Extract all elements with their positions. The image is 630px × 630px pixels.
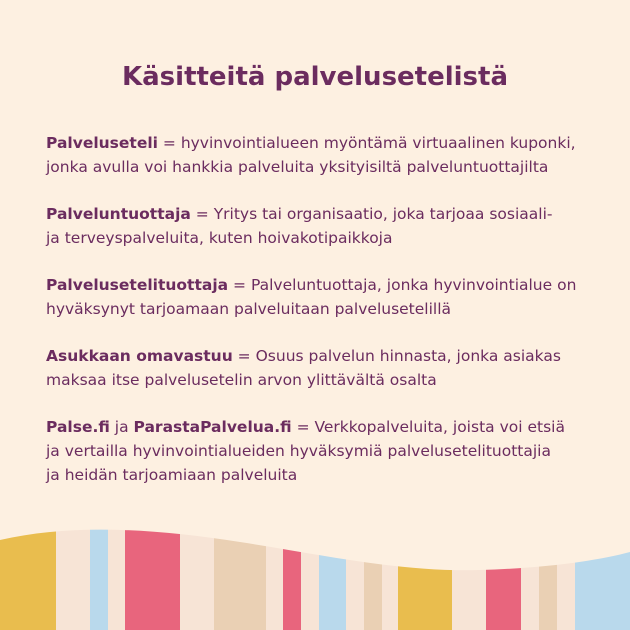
- stripe: [575, 520, 630, 630]
- definition-joiner: ja: [109, 418, 134, 436]
- definition-separator: =: [190, 205, 214, 223]
- definition-term: Palvelusetelituottaja: [46, 276, 229, 294]
- stripe: [382, 520, 398, 630]
- stripe: [557, 520, 575, 630]
- decorative-stripe-wave: [0, 520, 630, 630]
- definition-palvelusetelituottaja: [46, 273, 596, 321]
- definition-text: hyväksynyt tarjoamaan palveluitaan palvelusetelillä: [46, 300, 452, 318]
- definition-text: ja heidän tarjoamiaan palveluita: [46, 466, 298, 484]
- stripe: [364, 520, 382, 630]
- definition-text: hyvinvointialueen myöntämä virtuaalinen kuponki,: [180, 134, 576, 152]
- stripe: [266, 520, 283, 630]
- stripe: [346, 520, 364, 630]
- definition-separator: =: [291, 418, 315, 436]
- stripe: [452, 520, 486, 630]
- definition-asukkaan-omavastuu: [46, 344, 596, 392]
- definition-separator: =: [157, 134, 181, 152]
- definition-text: jonka avulla voi hankkia palveluita yksityisiltä palveluntuottajilta: [46, 158, 549, 176]
- definition-term-parastapalvelua: ParastaPalvelua.fi: [133, 418, 292, 436]
- definition-verkkopalvelut: [46, 415, 596, 487]
- stripe: [539, 520, 557, 630]
- page-title: Käsitteitä palvelusetelistä: [121, 62, 509, 92]
- stripe: [0, 520, 56, 630]
- definition-separator: =: [232, 347, 256, 365]
- definition-separator: =: [228, 276, 251, 294]
- definition-text: ja terveyspalveluita, kuten hoivakotipaikkoja: [46, 229, 393, 247]
- stripe: [521, 520, 539, 630]
- definition-palveluntuottaja: [46, 202, 596, 250]
- stripe: [56, 520, 90, 630]
- stripe: [180, 520, 214, 630]
- stripe: [301, 520, 319, 630]
- stripe: [125, 520, 180, 630]
- definition-list: [46, 131, 596, 510]
- definition-text: Yritys tai organisaatio, joka tarjoaa sosiaali-: [213, 205, 553, 223]
- definition-text: Osuus palvelun hinnasta, jonka asiakas: [255, 347, 561, 365]
- definition-text: maksaa itse palvelusetelin arvon ylittävältä osalta: [46, 371, 437, 389]
- definition-term: Asukkaan omavastuu: [46, 347, 233, 365]
- definition-term: Palveluntuottaja: [46, 205, 191, 223]
- stripe: [90, 520, 108, 630]
- stripe: [283, 520, 301, 630]
- stripe: [319, 520, 346, 630]
- stripe: [108, 520, 125, 630]
- definition-text: Verkkopalveluita, joista voi etsiä: [314, 418, 565, 436]
- definition-text: Palveluntuottaja, jonka hyvinvointialue on: [250, 276, 577, 294]
- stripe: [398, 520, 452, 630]
- definition-palveluseteli: [46, 131, 596, 179]
- definition-text: ja vertailla hyvinvointialueiden hyväksymiä palvelusetelituottajia: [46, 442, 551, 460]
- definition-term: Palveluseteli: [46, 134, 158, 152]
- stripe: [486, 520, 521, 630]
- definition-term-palse: Palse.fi: [46, 418, 110, 436]
- stripe: [214, 520, 266, 630]
